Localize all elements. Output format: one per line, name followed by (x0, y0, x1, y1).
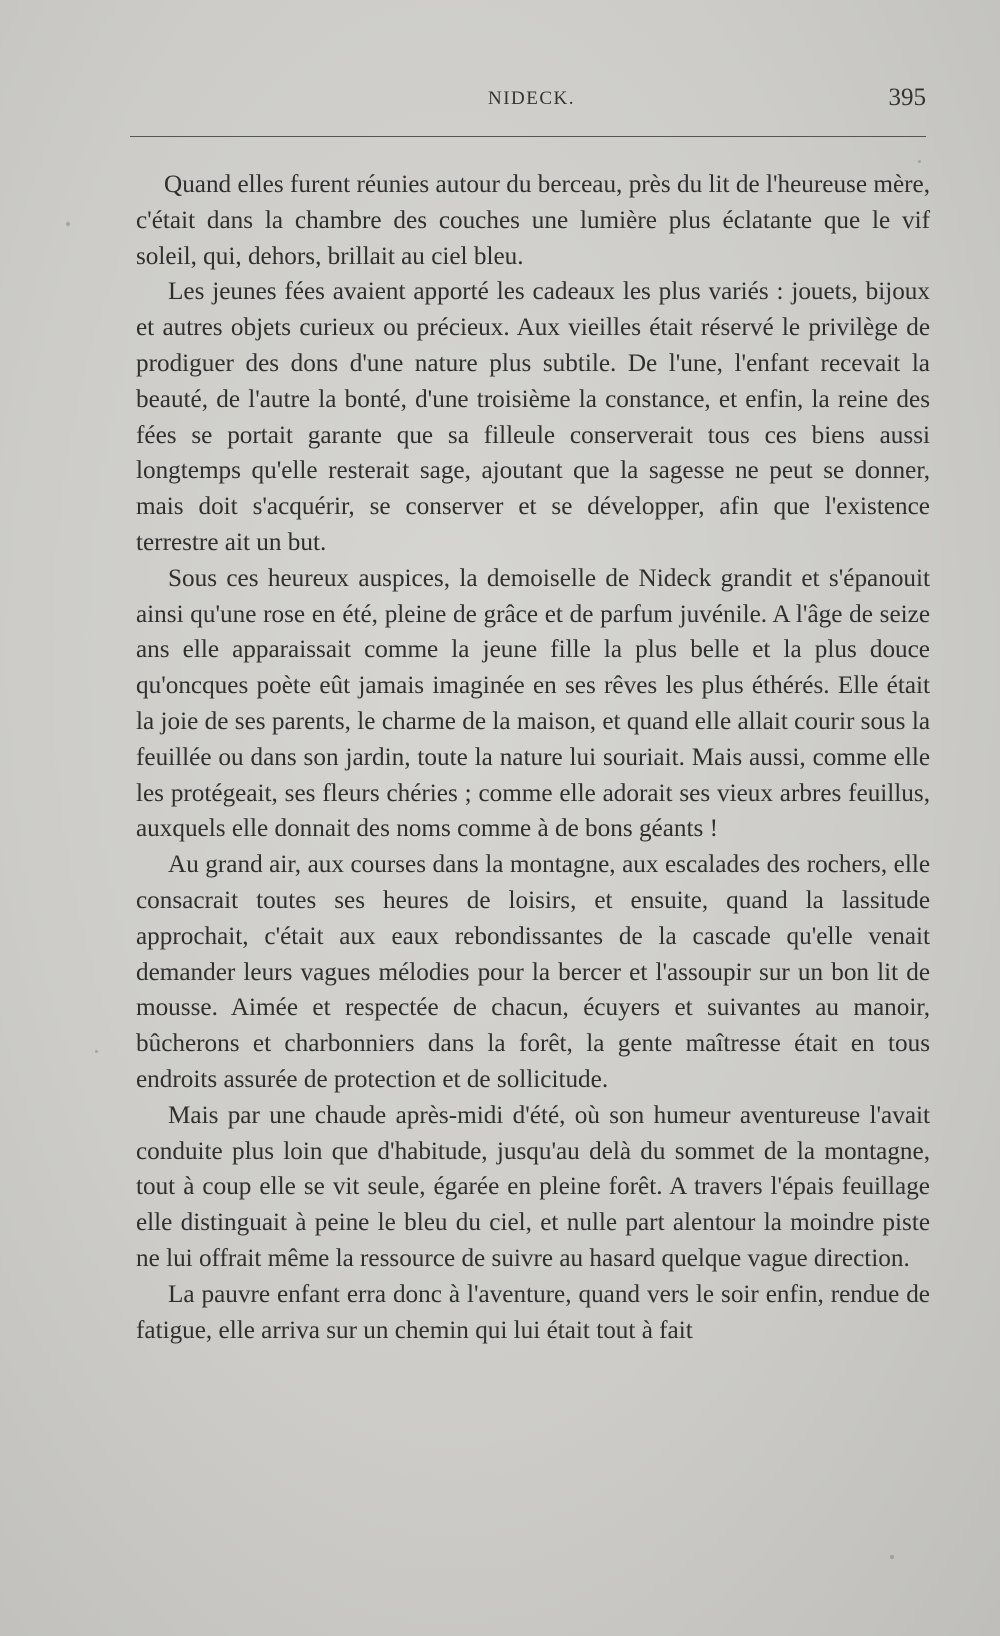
paragraph: Au grand air, aux courses dans la montagne, aux escalades des rochers, elle consacrait toutes ses heures de loisirs, et ensuite, quand la lassitude approchait, c'était aux eaux rebondissantes de la cascade qu'elle venait demander leurs vagues mélodies pour la bercer et l'assoupir sur un bon lit de mousse. Aimée et respectée de chacun, écuyers et suivantes au manoir, bûcherons et charbonniers dans la forêt, la gente maîtresse était en tous endroits assurée de protection et de sollicitude. (136, 851, 930, 1093)
paragraph: Les jeunes fées avaient apporté les cadeaux les plus variés : jouets, bijoux et autres objets curieux ou précieux. Aux vieilles était réservé le privilège de prodiguer des dons d'une nature plus subtile. De l'une, l'enfant recevait la beauté, de l'autre la bonté, d'une troisième la constance, et enfin, la reine des fées se portait garante que sa filleule conserverait tous ces biens aussi longtemps qu'elle resterait sage, ajoutant que la sagesse ne peut se donner, mais doit s'acquérir, se conserver et se développer, afin que l'existence terrestre ait un but. (136, 278, 930, 556)
running-title: NIDECK. (488, 88, 576, 109)
body-text (136, 167, 930, 1348)
paper-speck (918, 160, 921, 163)
header-rule (130, 136, 926, 137)
paragraph: Sous ces heureux auspices, la demoiselle de Nideck grandit et s'épanouit ainsi qu'une rose en été, pleine de grâce et de parfum juvénile. A l'âge de seize ans elle apparaissait comme la jeune fille la plus belle et la plus douce qu'oncques poète eût jamais imaginée en ses rêves les plus éthérés. Elle était la joie de ses parents, le charme de la maison, et quand elle allait courir sous la feuillée ou dans son jardin, toute la nature lui souriait. Mais aussi, comme elle les protégeait, ses fleurs chéries ; comme elle adorait ses vieux arbres feuillus, auxquels elle donnait des noms comme à de bons géants ! (136, 564, 930, 843)
paragraph: Mais par une chaude après-midi d'été, où son humeur aventureuse l'avait conduite plus loin que d'habitude, jusqu'au delà du sommet de la montagne, tout à coup elle se vit seule, égarée en pleine forêt. A travers l'épais feuillage elle distinguait à peine le bleu du ciel, et nulle part alentour la moindre piste ne lui offrait même la ressource de suivre au hasard quelque vague direction. (136, 1101, 930, 1272)
paper-speck (66, 222, 70, 226)
page-number: 395 (888, 84, 926, 111)
paper-speck (95, 1050, 98, 1053)
paragraph: La pauvre enfant erra donc à l'aventure, quand vers le soir enfin, rendue de fatigue, elle arriva sur un chemin qui lui était tout à fait (136, 1280, 930, 1344)
paper-speck (890, 1555, 894, 1559)
page-header (130, 86, 928, 116)
paragraph: Quand elles furent réunies autour du berceau, près du lit de l'heureuse mère, c'était dans la chambre des couches une lumière plus éclatante que le vif soleil, qui, dehors, brillait au ciel bleu. (136, 171, 930, 270)
